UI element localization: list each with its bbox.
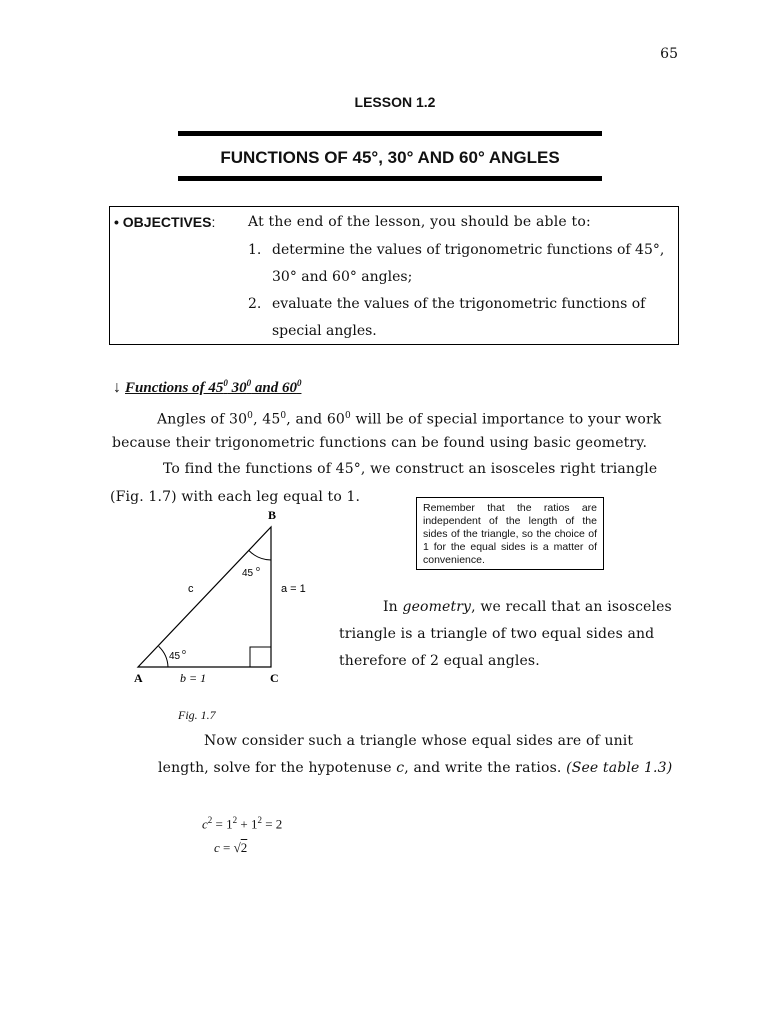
angle-a-label: 45	[169, 651, 181, 662]
side-a-label: a = 1	[281, 583, 306, 595]
section-heading: ↓ Functions of $45^0$ $30^0$ and $60^0$	[113, 378, 302, 396]
right-triangle-figure	[120, 505, 330, 690]
paragraph-line: In geometry, we recall that an isosceles	[383, 599, 672, 615]
objectives-intro: At the end of the lesson, you should be able to:	[248, 214, 591, 230]
angle-b-label: 45	[242, 568, 254, 579]
vertex-c-label: C	[270, 671, 279, 685]
objectives-label: • OBJECTIVES:	[114, 214, 216, 230]
vertex-a-label: A	[134, 671, 143, 685]
side-c-label: c	[188, 583, 194, 595]
title-rule-top	[178, 131, 602, 136]
triangle-shape	[138, 527, 271, 667]
page-number: 65	[660, 46, 678, 62]
angle-arc-a	[159, 646, 168, 667]
objective-text: 30° and 60° angles;	[272, 269, 413, 285]
objectives-box	[109, 206, 679, 345]
note-box: Remember that the ratios are independent of the length of the sides of the triangle, so the choice of 1 for the equal sides is a matter of convenience.	[416, 497, 604, 570]
figure-caption: Fig. 1.7	[178, 708, 216, 722]
down-arrow-icon: ↓	[113, 379, 121, 396]
lesson-label: LESSON 1.2	[354, 94, 436, 110]
right-angle-mark	[250, 647, 271, 667]
paragraph-line: length, solve for the hypotenuse c, and write the ratios. (See table 1.3)	[158, 760, 673, 776]
angle-arc-b	[249, 550, 271, 560]
paragraph-line: Angles of $30^0$, $45^0$, and $60^0$ will be of special importance to your work	[157, 411, 662, 428]
paragraph-line: because their trigonometric functions can be found using basic geometry.	[112, 435, 648, 451]
objective-text: evaluate the values of the trigonometric functions of	[272, 296, 646, 312]
paragraph-line: Now consider such a triangle whose equal sides are of unit	[204, 733, 634, 749]
paragraph-line: (Fig. 1.7) with each leg equal to 1.	[110, 489, 361, 505]
title-rule-bottom	[178, 176, 602, 181]
objective-number: 1.	[248, 242, 262, 258]
objective-text: special angles.	[272, 323, 377, 339]
paragraph-line: triangle is a triangle of two equal sides and	[339, 626, 655, 642]
objective-number: 2.	[248, 296, 262, 312]
degree-mark: o	[256, 566, 260, 573]
side-b-label: b = 1	[180, 671, 207, 685]
formula	[202, 815, 282, 856]
objective-text: determine the values of trigonometric functions of 45°,	[272, 242, 665, 258]
formula-line: $c^2 = 1^2 + 1^2 = 2$	[202, 815, 283, 832]
paragraph-line: To find the functions of 45°, we construct an isosceles right triangle	[163, 461, 658, 477]
page-title: FUNCTIONS OF 45°, 30° AND 60° ANGLES	[220, 148, 560, 167]
paragraph-line: therefore of 2 equal angles.	[339, 653, 540, 669]
formula-line: c = √2	[214, 840, 248, 856]
degree-mark: o	[182, 649, 186, 656]
vertex-b-label: B	[268, 508, 277, 522]
